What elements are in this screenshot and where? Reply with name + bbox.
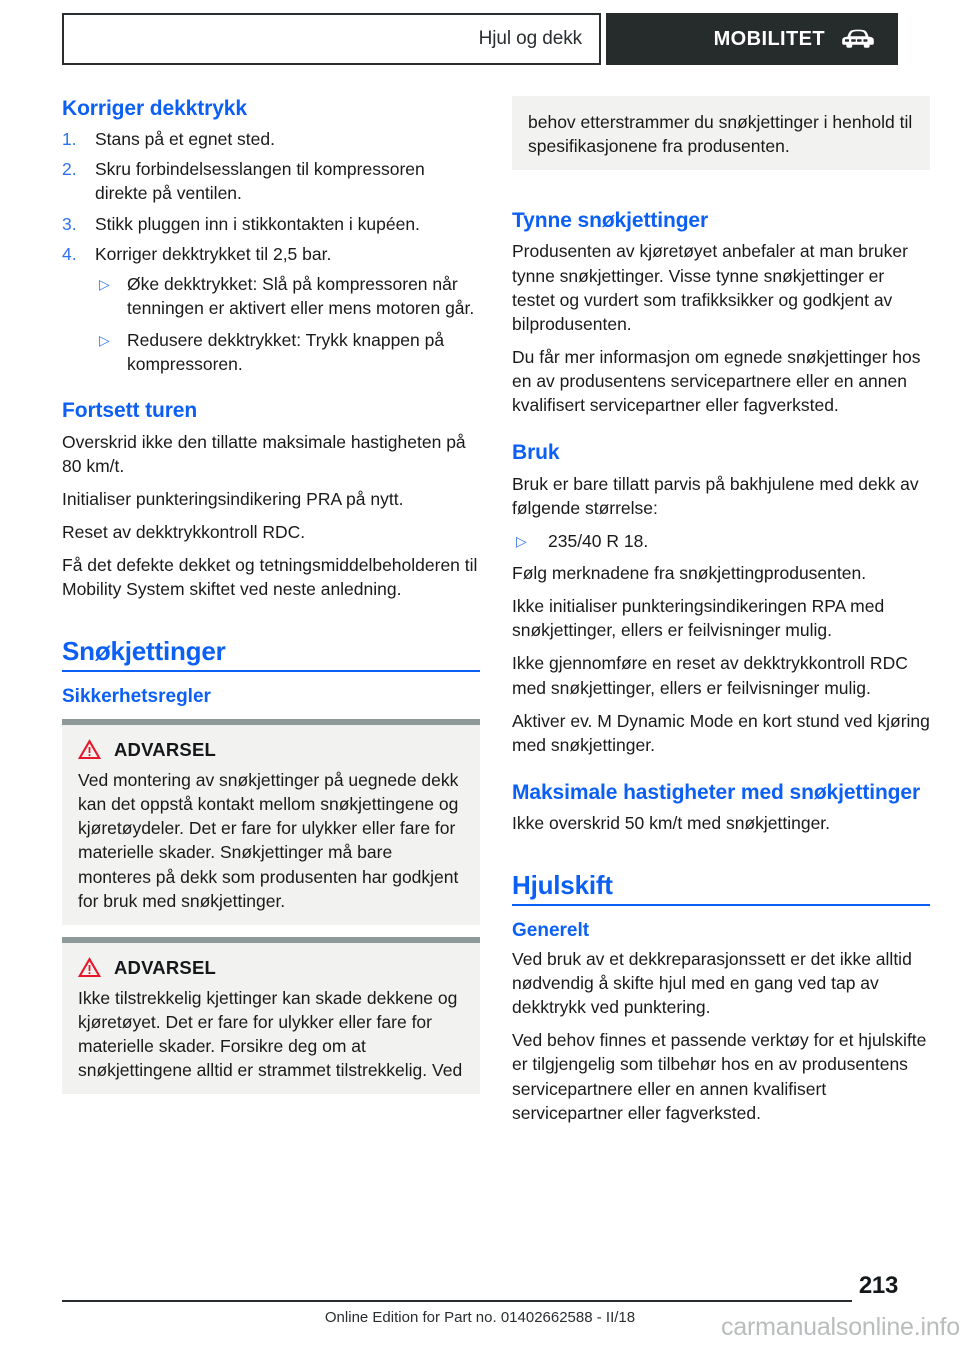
spacer <box>512 766 930 780</box>
footer-divider <box>62 1300 852 1302</box>
warning-box-body-continued: behov etterstrammer du snøkjettinger i henhold til spesifikasjonene fra produsenten. <box>528 112 913 157</box>
paragraph: Initialiser punkteringsindikering PRA på nytt. <box>62 488 404 509</box>
spacer <box>512 426 930 440</box>
heading-bruk: Bruk <box>512 441 560 465</box>
paragraph: Produsenten av kjøretøyet anbefaler at man bruker tynne snøkjettinger. Visse tynne snøkjettinger er testet og vurdert som trafikksikker og godkjent av bilprodusenten. <box>512 241 908 334</box>
step-number: 3. <box>62 213 77 234</box>
section-tab[interactable] <box>606 13 898 65</box>
paragraph: Bruk er bare tillatt parvis på bakhjulene med dekk av følgende størrelse: <box>512 473 919 518</box>
triangle-bullet-icon: ▷ <box>516 532 527 549</box>
section-tab-label: MOBILITET <box>713 27 825 50</box>
heading-hjulskift: Hjulskift <box>512 870 613 901</box>
warning-box-2 <box>62 937 480 1095</box>
paragraph: Ikke initialiser punkteringsindikeringen RPA med snøkjettinger, ellers er feilvisninger mulig. <box>512 596 885 641</box>
step-number: 4. <box>62 243 77 264</box>
step-text: Skru forbindelsesslangen til kompressoren direkte på ventilen. <box>95 159 425 204</box>
spacer <box>62 384 480 398</box>
paragraph: Overskrid ikke den tillatte maksimale hastigheten på 80 km/t. <box>62 431 466 476</box>
watermark: carmanualsonline.info <box>720 1313 960 1341</box>
car-front-icon <box>841 28 875 50</box>
korriger-steps-list <box>62 127 480 266</box>
paragraph: Følg merknadene fra snøkjettingprodusenten. <box>512 563 867 584</box>
step-text: Stikk pluggen inn i stikkontakten i kupéen. <box>95 213 420 234</box>
list-item <box>62 127 480 151</box>
paragraph: Aktiver ev. M Dynamic Mode en kort stund ved kjøring med snøkjettinger. <box>512 710 930 755</box>
chapter-tab-label: Hjul og dekk <box>478 28 582 49</box>
triangle-bullet-icon: ▷ <box>99 275 110 292</box>
bullet-text: Øke dekktrykket: Slå på kompressoren når tenningen er aktivert eller mens motoren går. <box>127 273 475 319</box>
paragraph: Ved bruk av et dekkreparasjonssett er det ikke alltid nødvendig å skifte hjul med en gang ved tap av dekktrykk ved punktering. <box>512 948 912 1018</box>
edition-note: Online Edition for Part no. 01402662588 - II/18 <box>324 1309 636 1326</box>
warning-box-body: Ikke tilstrekkelig kjettinger kan skade dekkene og kjøretøyet. Det er fare for ulykker eller fare for materielle skader. Forsikre deg om at snøkjettingene alltid er strammet tilstrekkelig. Ved <box>78 987 463 1081</box>
step-number: 1. <box>62 129 77 150</box>
heading-korriger-dekktrykk: Korriger dekktrykk <box>62 97 247 120</box>
heading-snokjettinger: Snøkjettinger <box>62 636 226 667</box>
list-item <box>62 157 480 205</box>
warning-triangle-icon <box>78 957 114 978</box>
bullet-text: Redusere dekktrykket: Trykk knappen på kompressoren. <box>127 330 445 375</box>
spacer <box>512 844 930 870</box>
page-header <box>62 13 898 65</box>
bullet-text: 235/40 R 18. <box>548 530 649 551</box>
triangle-bullet-icon: ▷ <box>99 332 110 349</box>
paragraph: Reset av dekktrykkontroll RDC. <box>62 522 306 543</box>
list-item <box>95 328 480 376</box>
warning-box-header <box>78 725 464 761</box>
paragraph: Ikke gjennomføre en reset av dekktrykkontroll RDC med snøkjettinger, ellers er feilvisninger mulig. <box>512 653 908 698</box>
warning-box-header <box>78 943 464 979</box>
paragraph: Ikke overskrid 50 km/t med snøkjettinger. <box>512 813 831 834</box>
heading-fortsett-turen: Fortsett turen <box>62 399 198 423</box>
right-column <box>512 96 930 1241</box>
list-item <box>62 242 480 266</box>
warning-box-1 <box>62 719 480 925</box>
warning-box-body: Ved montering av snøkjettinger på uegnede dekk kan det oppstå kontakt mellom snøkjettingene og kjøretøydeler. Det er fare for ulykker eller fare for materielle skader. Snøkjettinger må bare monteres på dekk som produsenten har godkjent for bruk med snøkjettinger. <box>78 769 459 911</box>
step-text: Stans på et egnet sted. <box>95 129 275 150</box>
heading-maksimale-hastigheter: Maksimale hastigheter med snøkjettinger <box>512 781 921 805</box>
spacer <box>62 610 480 636</box>
heading-tynne-snokjettinger: Tynne snøkjettinger <box>512 209 709 233</box>
paragraph: Du får mer informasjon om egnede snøkjettinger hos en av produsentens servicepartnere eller en annen kvalifisert servicepartner eller fagverksted. <box>512 347 921 416</box>
warning-box-title: ADVARSEL <box>114 956 216 978</box>
heading-generelt: Generelt <box>512 920 590 942</box>
step-number: 2. <box>62 159 77 180</box>
warning-triangle-icon <box>78 739 114 760</box>
page-footer <box>62 1272 898 1326</box>
left-column <box>62 96 480 1241</box>
list-item <box>95 272 480 320</box>
warning-box-2-continued <box>512 96 930 170</box>
page-body <box>0 96 960 1241</box>
step-text: Korriger dekktrykket til 2,5 bar. <box>95 243 332 264</box>
warning-box-title: ADVARSEL <box>114 738 216 760</box>
spacer <box>512 182 930 208</box>
paragraph: Ved behov finnes et passende verktøy for et hjulskifte er tilgjengelig som tilbehør hos en av produsentens servicepartnere eller en annen kvalifisert servicepartner eller fagverksted. <box>512 1030 927 1123</box>
heading-rule <box>512 904 930 906</box>
heading-sikkerhetsregler: Sikkerhetsregler <box>62 686 211 708</box>
heading-rule <box>62 670 480 672</box>
list-item <box>512 529 930 553</box>
page-number: 213 <box>858 1272 898 1299</box>
paragraph: Få det defekte dekket og tetningsmiddelbeholderen til Mobility System skiftet ved neste anledning. <box>62 555 478 600</box>
korriger-sub-bullets <box>95 272 480 377</box>
bruk-size-bullets <box>512 529 930 553</box>
chapter-tab[interactable] <box>62 13 601 65</box>
list-item <box>62 212 480 236</box>
